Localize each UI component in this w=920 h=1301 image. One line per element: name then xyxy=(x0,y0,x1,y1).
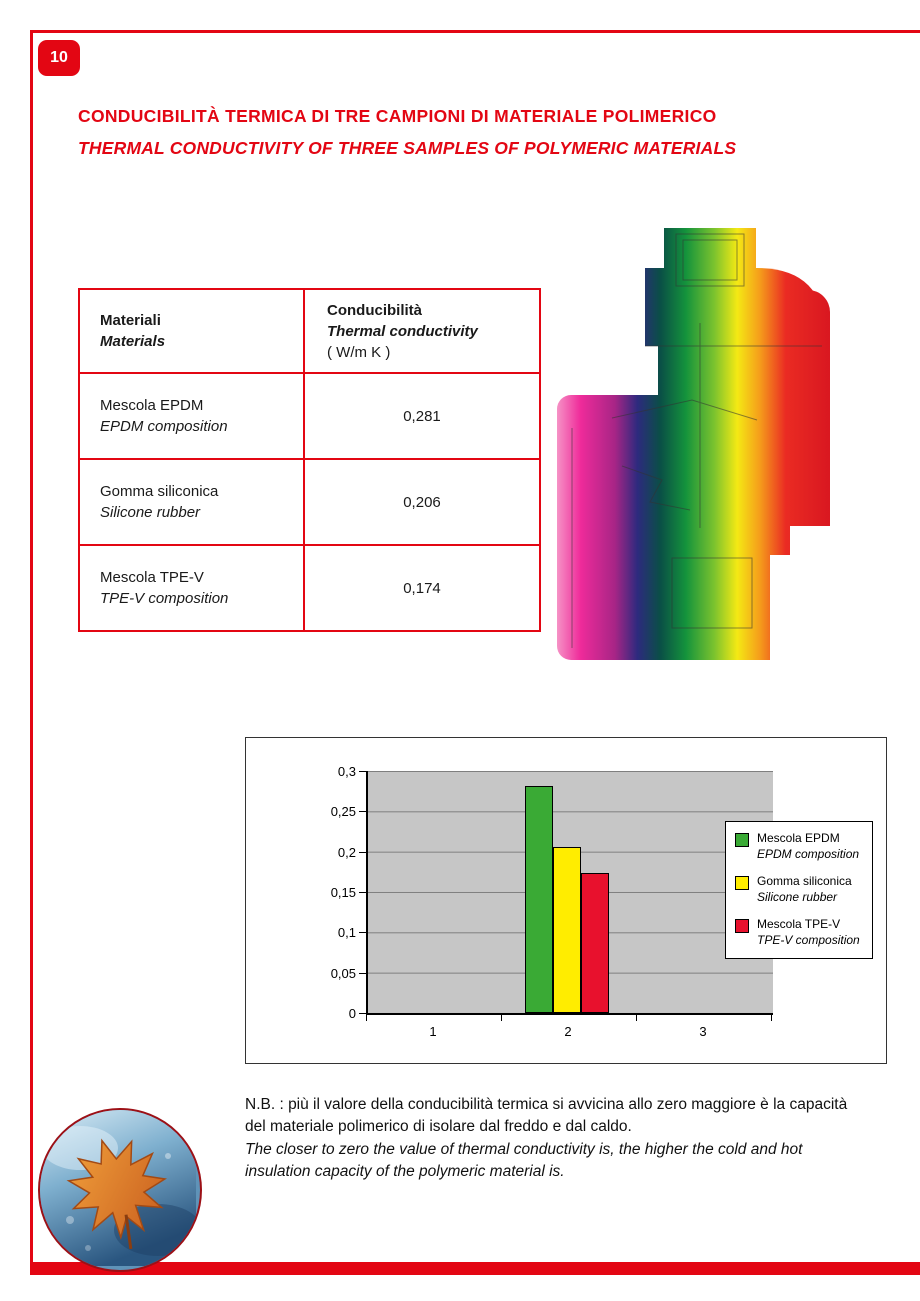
y-tick-mark xyxy=(359,1013,366,1014)
leaf-photo-graphic xyxy=(40,1110,196,1266)
legend-text xyxy=(757,831,859,862)
y-tick-label: 0,15 xyxy=(330,885,356,900)
material-name-it: Mescola EPDM xyxy=(100,397,204,414)
header-cell-conductivity xyxy=(304,289,540,373)
x-tick-mark xyxy=(366,1015,367,1021)
material-name-cell xyxy=(79,459,304,545)
bar-gomma-siliconica xyxy=(553,847,581,1013)
page-number-badge xyxy=(38,40,80,76)
legend-sublabel: Silicone rubber xyxy=(757,889,838,904)
leaf-photo-circle xyxy=(38,1108,202,1272)
legend-swatch-red xyxy=(735,919,749,933)
table-header-row xyxy=(79,289,540,373)
table-row xyxy=(79,459,540,545)
conductivity-value: 0,174 xyxy=(304,545,540,631)
conductivity-label-en: Thermal conductivity xyxy=(327,322,478,340)
y-tick-label: 0,3 xyxy=(337,764,356,779)
bar-group xyxy=(525,771,609,1013)
conductivity-label-it: Conducibilità xyxy=(327,301,422,319)
material-name-en: Silicone rubber xyxy=(100,504,201,521)
conductivity-value: 0,206 xyxy=(304,459,540,545)
nota-bene-block xyxy=(245,1094,859,1184)
conductivity-unit: ( W/m K ) xyxy=(327,343,391,361)
x-tick-mark xyxy=(771,1015,772,1021)
x-tick-mark xyxy=(501,1015,502,1021)
page-frame-top xyxy=(30,30,920,33)
conductivity-table xyxy=(78,288,541,632)
page-frame-left xyxy=(30,30,33,1262)
material-name-cell xyxy=(79,373,304,459)
x-tick-mark xyxy=(636,1015,637,1021)
chart-legend xyxy=(725,821,873,959)
page-number: 10 xyxy=(50,49,68,66)
y-tick-mark xyxy=(359,771,366,772)
thermal-simulation-image xyxy=(552,228,837,673)
y-tick-label: 0,25 xyxy=(330,804,356,819)
y-tick-mark xyxy=(359,973,366,974)
page-title-block xyxy=(78,106,736,159)
y-tick-label: 0,2 xyxy=(337,845,356,860)
y-tick-mark xyxy=(359,811,366,812)
note-english: The closer to zero the value of thermal conductivity is, the higher the cold and hot insulation capacity of the polymeric material is. xyxy=(245,1140,803,1181)
page-title-italian: CONDUCIBILITÀ TERMICA DI TRE CAMPIONI DI MATERIALE POLIMERICO xyxy=(78,106,717,126)
note-italian: N.B. : più il valore della conducibilità termica si avvicina allo zero maggiore è la capacità del materiale polimerico di isolare dal freddo e dal caldo. xyxy=(245,1096,848,1136)
table-row xyxy=(79,373,540,459)
legend-text xyxy=(757,874,852,905)
x-tick-label: 3 xyxy=(699,1024,707,1039)
y-tick-label: 0 xyxy=(348,1006,356,1021)
y-tick-label: 0,05 xyxy=(330,966,356,981)
material-name-it: Mescola TPE-V xyxy=(100,569,204,586)
legend-swatch-green xyxy=(735,833,749,847)
legend-entry xyxy=(735,874,866,905)
legend-label: Mescola TPE-V xyxy=(757,917,841,932)
materials-label-en: Materials xyxy=(100,333,166,350)
legend-label: Gomma siliconica xyxy=(757,874,852,889)
legend-sublabel: EPDM composition xyxy=(757,846,860,861)
bar-mescola-epdm xyxy=(525,786,553,1013)
materials-label-it: Materiali xyxy=(100,312,161,329)
legend-sublabel: TPE-V composition xyxy=(757,932,860,947)
legend-text xyxy=(757,917,860,948)
page-footer-bar xyxy=(30,1262,920,1275)
table-row xyxy=(79,545,540,631)
y-tick-mark xyxy=(359,932,366,933)
page-title-english: THERMAL CONDUCTIVITY OF THREE SAMPLES OF POLYMERIC MATERIALS xyxy=(78,138,737,158)
y-tick-mark xyxy=(359,892,366,893)
legend-entry xyxy=(735,917,866,948)
y-tick-mark xyxy=(359,852,366,853)
bar-chart xyxy=(245,737,887,1064)
legend-label: Mescola EPDM xyxy=(757,831,840,845)
legend-swatch-yellow xyxy=(735,876,749,890)
chart-plot-area xyxy=(366,771,773,1015)
legend-entry xyxy=(735,831,866,862)
conductivity-value: 0,281 xyxy=(304,373,540,459)
material-name-cell xyxy=(79,545,304,631)
material-name-en: TPE-V composition xyxy=(100,590,229,607)
x-tick-label: 1 xyxy=(429,1024,437,1039)
thermal-profile-graphic xyxy=(552,228,837,668)
y-tick-label: 0,1 xyxy=(337,925,356,940)
material-name-it: Gomma siliconica xyxy=(100,483,219,500)
x-tick-label: 2 xyxy=(564,1024,572,1039)
material-name-en: EPDM composition xyxy=(100,418,228,435)
header-cell-materials xyxy=(79,289,304,373)
bar-mescola-tpe-v xyxy=(581,873,609,1013)
